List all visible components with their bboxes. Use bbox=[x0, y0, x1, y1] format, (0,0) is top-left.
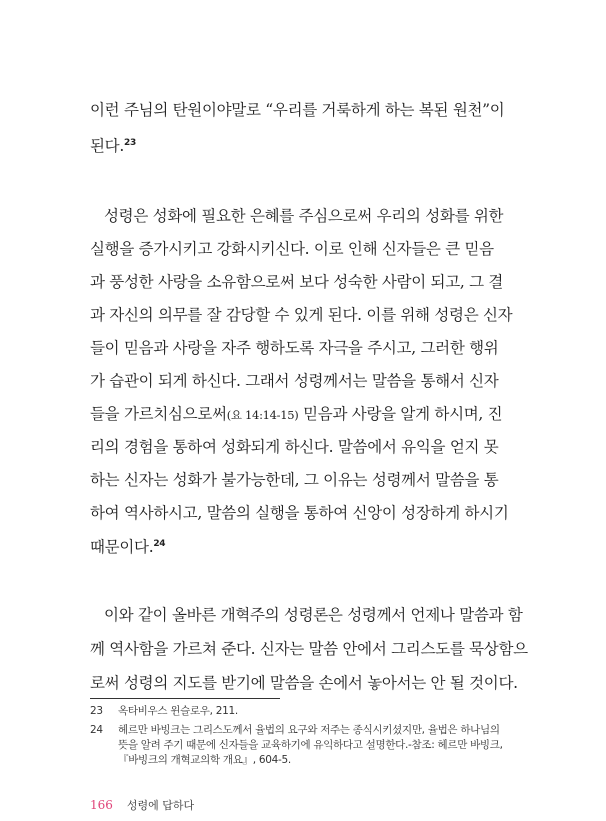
footnote-text: 뜻을 알려 주기 때문에 신자들을 교육하기에 유익하다고 설명한다.-참조: 헤르만 바빙크, bbox=[118, 739, 503, 751]
text: 가 습관이 되게 하신다. 그래서 성령께서는 말씀을 통해서 신자 bbox=[90, 372, 499, 390]
text: 된다. bbox=[90, 137, 124, 155]
body-line bbox=[90, 605, 523, 625]
text: 께 역사함을 가르쳐 준다. 신자는 말씀 안에서 그리스도를 묵상함으 bbox=[90, 640, 528, 658]
footnote-divider bbox=[90, 698, 280, 699]
footnote-text: 『바빙크의 개혁교의학 개요』, 604-5. bbox=[118, 754, 291, 766]
body-line bbox=[90, 100, 506, 120]
text: 실행을 증가시키고 강화시키신다. 이로 인해 신자들은 큰 믿음 bbox=[90, 240, 494, 258]
body-line bbox=[90, 338, 506, 358]
body-line bbox=[90, 437, 506, 457]
text: 성령은 성화에 필요한 은혜를 주심으로써 우리의 성화를 위한 bbox=[104, 207, 504, 225]
body-line bbox=[90, 404, 506, 425]
footnote bbox=[90, 723, 510, 738]
body-line bbox=[90, 206, 506, 226]
text: 이런 주님의 탄원이야말로 “우리를 거룩하게 하는 복된 원천”이 bbox=[90, 101, 505, 119]
body-line bbox=[90, 305, 513, 325]
footnote bbox=[90, 704, 510, 719]
text: 하여 역사하시고, 말씀의 실행을 통하여 신앙이 성장하게 하시기 bbox=[90, 504, 509, 522]
text: 과 자신의 의무를 잘 감당할 수 있게 된다. 이를 위해 성령은 신자 bbox=[90, 306, 513, 324]
footnote-text: 헤르만 바빙크는 그리스도께서 율법의 요구와 저주는 종식시키셨지만, 율법은 하나님의 bbox=[118, 724, 500, 736]
footnote-ref[interactable]: 23 bbox=[123, 138, 136, 148]
body-line bbox=[90, 239, 506, 259]
footnote-ref[interactable]: 24 bbox=[153, 539, 166, 549]
text: 들을 가르치심으로써 bbox=[90, 405, 227, 423]
footnote-number: 23 bbox=[90, 705, 103, 717]
body-line bbox=[90, 537, 506, 557]
text: 로써 성령의 지도를 받기에 말씀을 손에서 놓아서는 안 될 것이다. bbox=[90, 674, 518, 692]
body-line bbox=[90, 503, 509, 523]
body-line bbox=[90, 470, 506, 490]
text: 하는 신자는 성화가 불가능한데, 그 이유는 성령께서 말씀을 통 bbox=[90, 471, 499, 489]
body-line bbox=[90, 673, 518, 693]
footnote-text: 옥타비우스 윈슬로우, 211. bbox=[118, 705, 238, 717]
text: 들이 믿음과 사랑을 자주 행하도록 자극을 주시고, 그러한 행위 bbox=[90, 339, 499, 357]
footnote-continuation bbox=[90, 753, 510, 768]
page-footer bbox=[90, 797, 194, 813]
scripture-reference: (요 14:14-15) bbox=[226, 408, 299, 422]
text: 믿음과 사랑을 알게 하시며, 진 bbox=[298, 405, 503, 423]
page-number: 166 bbox=[90, 798, 113, 812]
body-line bbox=[90, 136, 506, 156]
text: 이와 같이 올바른 개혁주의 성령론은 성령께서 언제나 말씀과 함 bbox=[104, 606, 523, 624]
body-line bbox=[90, 639, 528, 659]
body-line bbox=[90, 272, 506, 292]
footnote-number: 24 bbox=[90, 724, 103, 736]
text: 리의 경험을 통하여 성화되게 하신다. 말씀에서 유익을 얻지 못 bbox=[90, 438, 499, 456]
body-line bbox=[90, 371, 506, 391]
footnote-continuation bbox=[90, 738, 510, 753]
text: 때문이다. bbox=[90, 538, 154, 556]
running-title: 성령에 답하다 bbox=[126, 799, 195, 812]
text: 과 풍성한 사랑을 소유함으로써 보다 성숙한 사람이 되고, 그 결 bbox=[90, 273, 504, 291]
